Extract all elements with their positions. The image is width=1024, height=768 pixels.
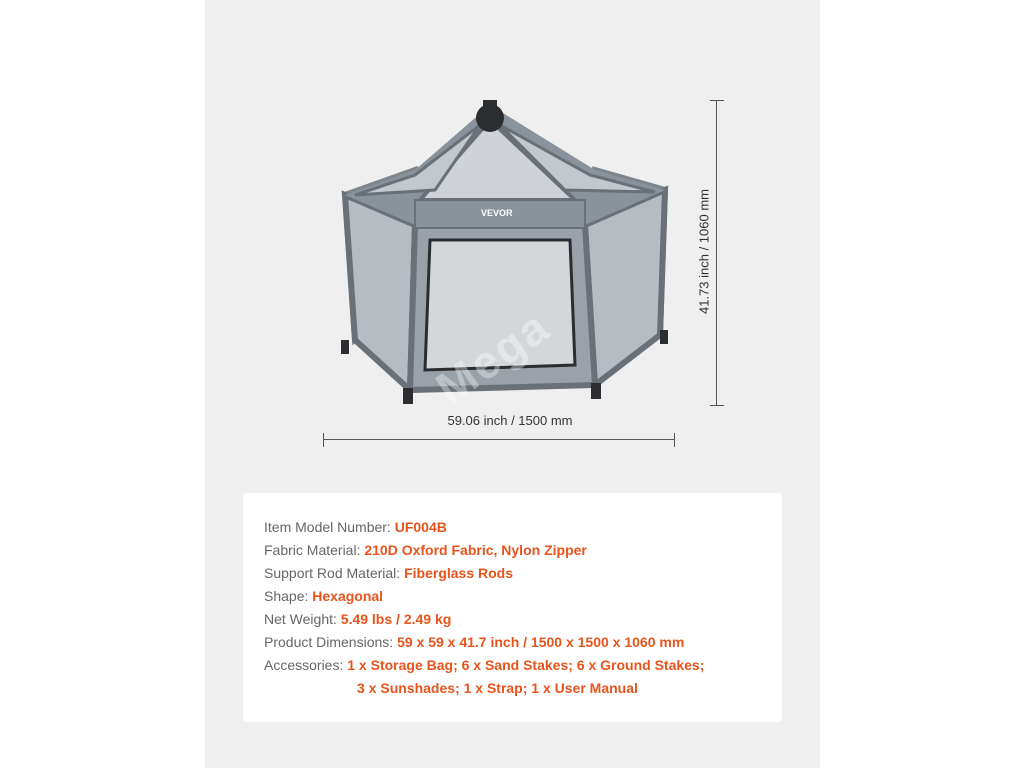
spec-value: 210D Oxford Fabric, Nylon Zipper [364,542,587,558]
spec-value: UF004B [394,519,447,535]
spec-value: 5.49 lbs / 2.49 kg [340,611,452,627]
spec-row-accessories [264,656,704,674]
spec-row-weight [264,610,451,628]
spec-row-fabric [264,541,587,559]
spec-value: 59 x 59 x 41.7 inch / 1500 x 1500 x 1060 mm [397,634,685,650]
spec-row-shape [264,587,383,605]
spec-row-rod [264,564,513,582]
spec-row-model [264,518,447,536]
spec-value: 1 x Storage Bag; 6 x Sand Stakes; 6 x Ground Stakes; [347,657,705,673]
spec-value: Fiberglass Rods [404,565,513,581]
spec-label: Product Dimensions: [264,634,398,650]
spec-value: 3 x Sunshades; 1 x Strap; 1 x User Manual [357,680,638,696]
spec-value: Hexagonal [312,588,384,604]
brand-label: VEVOR [481,208,513,218]
watermark-text: Mega [426,299,560,415]
height-dimension-label: 41.73 inch / 1060 mm [696,188,712,315]
spec-label: Shape: [264,588,313,604]
spec-row-dimensions [264,633,684,651]
spec-label: Accessories: [264,657,348,673]
spec-label: Fabric Material: [264,542,365,558]
width-dimension-line [323,430,675,450]
width-dimension-label: 59.06 inch / 1500 mm [447,413,573,428]
spec-row-accessories-cont [357,679,638,697]
spec-label: Support Rod Material: [264,565,405,581]
spec-label: Net Weight: [264,611,341,627]
spec-card [243,493,782,722]
spec-label: Item Model Number: [264,519,395,535]
